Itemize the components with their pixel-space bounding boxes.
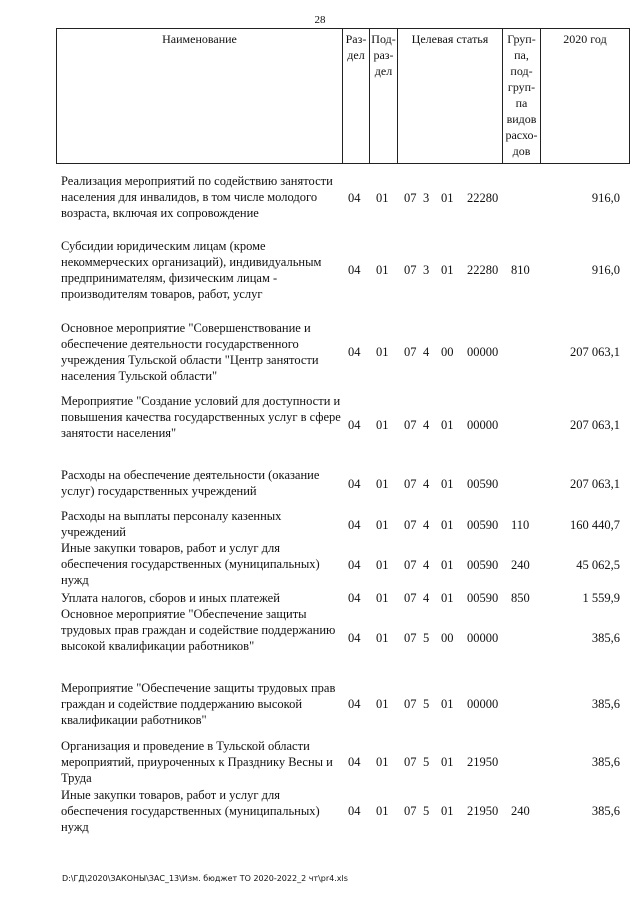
cell-target-3: 01 (441, 804, 454, 818)
cell-group: 240 (511, 804, 530, 818)
cell-target-1: 07 (404, 263, 417, 277)
cell-amount: 207 063,1 (570, 418, 620, 432)
cell-target-2: 5 (423, 631, 430, 645)
cell-target-2: 5 (423, 755, 430, 769)
cell-target-3: 01 (441, 591, 454, 605)
cell-podrazdel: 01 (376, 477, 389, 491)
row-name: Иные закупки товаров, работ и услуг для обеспечения государственных (муниципальных) нужд (61, 541, 320, 587)
cell-group: 240 (511, 558, 530, 572)
cell-target-2: 5 (423, 804, 430, 818)
cell-target-2: 4 (423, 558, 430, 572)
column-header-razdel: Раз- дел (342, 29, 369, 163)
cell-podrazdel: 01 (376, 558, 389, 572)
cell-razdel: 04 (348, 558, 361, 572)
cell-target-4: 00590 (467, 591, 499, 605)
cell-target-4: 21950 (467, 804, 499, 818)
cell-razdel: 04 (348, 418, 361, 432)
cell-target-4: 00590 (467, 477, 499, 491)
cell-target-2: 4 (423, 418, 430, 432)
cell-razdel: 04 (348, 591, 361, 605)
cell-target-4: 00000 (467, 631, 499, 645)
cell-amount: 207 063,1 (570, 345, 620, 359)
cell-podrazdel: 01 (376, 631, 389, 645)
cell-target-2: 4 (423, 518, 430, 532)
row-name: Субсидии юридическим лицам (кроме некоммерческих организаций), индивидуальным предпринимателям, физическим лицам - производителям товаров, работ, услуг (61, 239, 322, 301)
cell-target-4: 00590 (467, 558, 499, 572)
cell-razdel: 04 (348, 345, 361, 359)
cell-target-3: 01 (441, 418, 454, 432)
cell-razdel: 04 (348, 191, 361, 205)
cell-target-1: 07 (404, 631, 417, 645)
cell-target-1: 07 (404, 418, 417, 432)
cell-group: 810 (511, 263, 530, 277)
cell-amount: 45 062,5 (576, 558, 620, 572)
cell-podrazdel: 01 (376, 755, 389, 769)
row-name: Мероприятие "Обеспечение защиты трудовых прав граждан и содействие поддержанию высокой квалификации работников" (61, 681, 336, 727)
cell-target-3: 01 (441, 518, 454, 532)
column-header-year: 2020 год (540, 29, 630, 163)
cell-amount: 160 440,7 (570, 518, 620, 532)
cell-target-2: 5 (423, 697, 430, 711)
cell-razdel: 04 (348, 755, 361, 769)
cell-target-2: 4 (423, 345, 430, 359)
row-name: Мероприятие "Создание условий для доступности и повышения качества государственных услуг в сфере занятости населения" (61, 394, 341, 440)
cell-razdel: 04 (348, 263, 361, 277)
cell-target-4: 21950 (467, 755, 499, 769)
cell-group: 110 (511, 518, 530, 532)
cell-target-1: 07 (404, 591, 417, 605)
cell-target-2: 4 (423, 477, 430, 491)
cell-target-2: 3 (423, 263, 430, 277)
row-name: Организация и проведение в Тульской области мероприятий, приуроченных к Празднику Весны и Труда (61, 739, 333, 785)
table-header (56, 28, 630, 164)
cell-target-4: 00000 (467, 697, 499, 711)
cell-target-4: 22280 (467, 263, 499, 277)
cell-target-1: 07 (404, 518, 417, 532)
cell-target-4: 22280 (467, 191, 499, 205)
cell-podrazdel: 01 (376, 263, 389, 277)
cell-target-2: 4 (423, 591, 430, 605)
row-name: Основное мероприятие "Совершенствование и обеспечение деятельности государственного учреждения Тульской области "Центр занятости населения Тульской области" (61, 321, 319, 383)
cell-target-3: 01 (441, 477, 454, 491)
cell-amount: 1 559,9 (582, 591, 620, 605)
cell-podrazdel: 01 (376, 591, 389, 605)
page-number: 28 (314, 14, 326, 26)
row-name: Основное мероприятие "Обеспечение защиты трудовых прав граждан и содействие поддержанию высокой квалификации работников" (61, 607, 336, 653)
cell-target-3: 01 (441, 191, 454, 205)
row-name: Иные закупки товаров, работ и услуг для обеспечения государственных (муниципальных) нужд (61, 788, 320, 834)
cell-razdel: 04 (348, 697, 361, 711)
cell-amount: 207 063,1 (570, 477, 620, 491)
cell-amount: 385,6 (591, 697, 620, 711)
cell-target-3: 01 (441, 558, 454, 572)
cell-target-4: 00590 (467, 518, 499, 532)
cell-razdel: 04 (348, 518, 361, 532)
cell-target-2: 3 (423, 191, 430, 205)
cell-target-1: 07 (404, 697, 417, 711)
cell-target-1: 07 (404, 755, 417, 769)
cell-target-1: 07 (404, 191, 417, 205)
cell-target-3: 00 (441, 345, 454, 359)
cell-target-1: 07 (404, 477, 417, 491)
cell-podrazdel: 01 (376, 697, 389, 711)
cell-podrazdel: 01 (376, 418, 389, 432)
cell-podrazdel: 01 (376, 191, 389, 205)
file-path-footer: D:\ГД\2020\ЗАКОНЫ\ЗАС_13\Изм. бюджет ТО 2020-2022_2 чт\pr4.xls (62, 874, 348, 883)
column-header-podrazdel: Под- раз- дел (369, 29, 397, 163)
cell-target-1: 07 (404, 804, 417, 818)
cell-podrazdel: 01 (376, 804, 389, 818)
cell-target-3: 00 (441, 631, 454, 645)
row-name: Уплата налогов, сборов и иных платежей (61, 591, 280, 605)
cell-podrazdel: 01 (376, 518, 389, 532)
column-header-name: Наименование (56, 29, 342, 163)
cell-amount: 916,0 (591, 263, 620, 277)
cell-target-4: 00000 (467, 345, 499, 359)
cell-razdel: 04 (348, 631, 361, 645)
cell-target-3: 01 (441, 697, 454, 711)
cell-target-3: 01 (441, 755, 454, 769)
column-header-group: Груп- па, под- груп- па видов расхо- дов (502, 29, 540, 163)
cell-target-1: 07 (404, 345, 417, 359)
cell-amount: 385,6 (591, 755, 620, 769)
column-header-target: Целевая статья (397, 29, 502, 163)
row-name: Расходы на выплаты персоналу казенных учреждений (61, 509, 282, 539)
row-name: Реализация мероприятий по содействию занятости населения для инвалидов, в том числе молодого возраста, включая их сопровождение (61, 174, 333, 220)
cell-amount: 916,0 (591, 191, 620, 205)
cell-amount: 385,6 (591, 631, 620, 645)
cell-amount: 385,6 (591, 804, 620, 818)
cell-razdel: 04 (348, 477, 361, 491)
cell-target-3: 01 (441, 263, 454, 277)
row-name: Расходы на обеспечение деятельности (оказание услуг) государственных учреждений (61, 468, 320, 498)
cell-group: 850 (511, 591, 530, 605)
cell-target-1: 07 (404, 558, 417, 572)
cell-target-4: 00000 (467, 418, 499, 432)
cell-podrazdel: 01 (376, 345, 389, 359)
cell-razdel: 04 (348, 804, 361, 818)
